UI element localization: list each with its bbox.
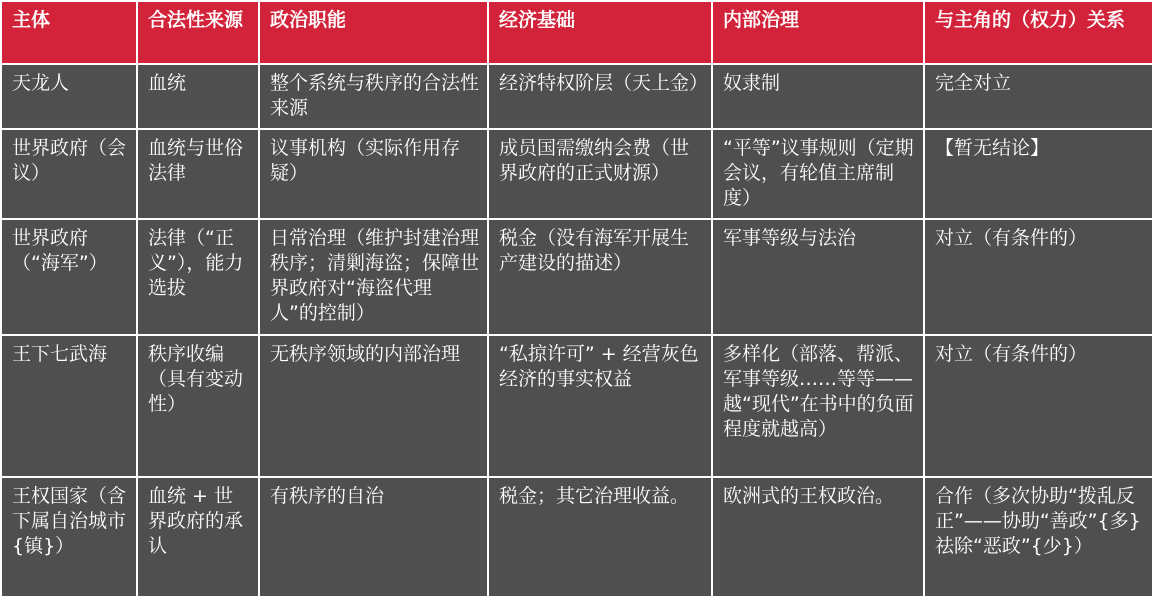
table-cell: 有秩序的自治 bbox=[259, 477, 488, 597]
table-cell: 王下七武海 bbox=[1, 335, 137, 477]
table-cell: 整个系统与秩序的合法性来源 bbox=[259, 64, 488, 129]
table-cell: 【暂无结论】 bbox=[924, 129, 1152, 219]
table-cell: 日常治理（维护封建治理秩序；清剿海盗；保障世界政府对“海盗代理人”的控制） bbox=[259, 219, 488, 335]
table-cell: 对立（有条件的） bbox=[924, 335, 1152, 477]
header-economic-base: 经济基础 bbox=[488, 1, 712, 64]
table-cell: 血统与世俗法律 bbox=[137, 129, 259, 219]
table-cell: 议事机构（实际作用存疑） bbox=[259, 129, 488, 219]
table-row bbox=[1, 219, 1152, 335]
table-cell: 天龙人 bbox=[1, 64, 137, 129]
header-legitimacy-source: 合法性来源 bbox=[137, 1, 259, 64]
table-cell: 税金；其它治理收益。 bbox=[488, 477, 712, 597]
table-cell: 完全对立 bbox=[924, 64, 1152, 129]
header-relation-to-protagonist: 与主角的（权力）关系 bbox=[924, 1, 1152, 64]
table-cell: 血统 bbox=[137, 64, 259, 129]
table-cell: 王权国家（含下属自治城市{镇}） bbox=[1, 477, 137, 597]
table-cell: 合作（多次协助“拨乱反正”——协助“善政”{多}祛除“恶政”{少}） bbox=[924, 477, 1152, 597]
table-cell: 奴隶制 bbox=[712, 64, 924, 129]
table-row bbox=[1, 129, 1152, 219]
header-subject: 主体 bbox=[1, 1, 137, 64]
table-row bbox=[1, 477, 1152, 597]
table-cell: 欧洲式的王权政治。 bbox=[712, 477, 924, 597]
table-cell: “私掠许可” + 经营灰色经济的事实权益 bbox=[488, 335, 712, 477]
table-cell: 法律（“正义”），能力选拔 bbox=[137, 219, 259, 335]
table-cell: 血统 + 世界政府的承认 bbox=[137, 477, 259, 597]
table-cell: “平等”议事规则（定期会议，有轮值主席制度） bbox=[712, 129, 924, 219]
table-cell: 对立（有条件的） bbox=[924, 219, 1152, 335]
table-cell: 税金（没有海军开展生产建设的描述） bbox=[488, 219, 712, 335]
table-cell: 秩序收编（具有变动性） bbox=[137, 335, 259, 477]
header-political-function: 政治职能 bbox=[259, 1, 488, 64]
table-header-row bbox=[1, 1, 1152, 64]
table-cell: 世界政府（会议） bbox=[1, 129, 137, 219]
table-row bbox=[1, 64, 1152, 129]
table-cell: 军事等级与法治 bbox=[712, 219, 924, 335]
header-internal-governance: 内部治理 bbox=[712, 1, 924, 64]
table-cell: 无秩序领域的内部治理 bbox=[259, 335, 488, 477]
table-cell: 经济特权阶层（天上金） bbox=[488, 64, 712, 129]
table-cell: 多样化（部落、帮派、军事等级……等等——越“现代”在书中的负面程度就越高） bbox=[712, 335, 924, 477]
table-cell: 世界政府（“海军”） bbox=[1, 219, 137, 335]
table-cell: 成员国需缴纳会费（世界政府的正式财源） bbox=[488, 129, 712, 219]
table-row bbox=[1, 335, 1152, 477]
